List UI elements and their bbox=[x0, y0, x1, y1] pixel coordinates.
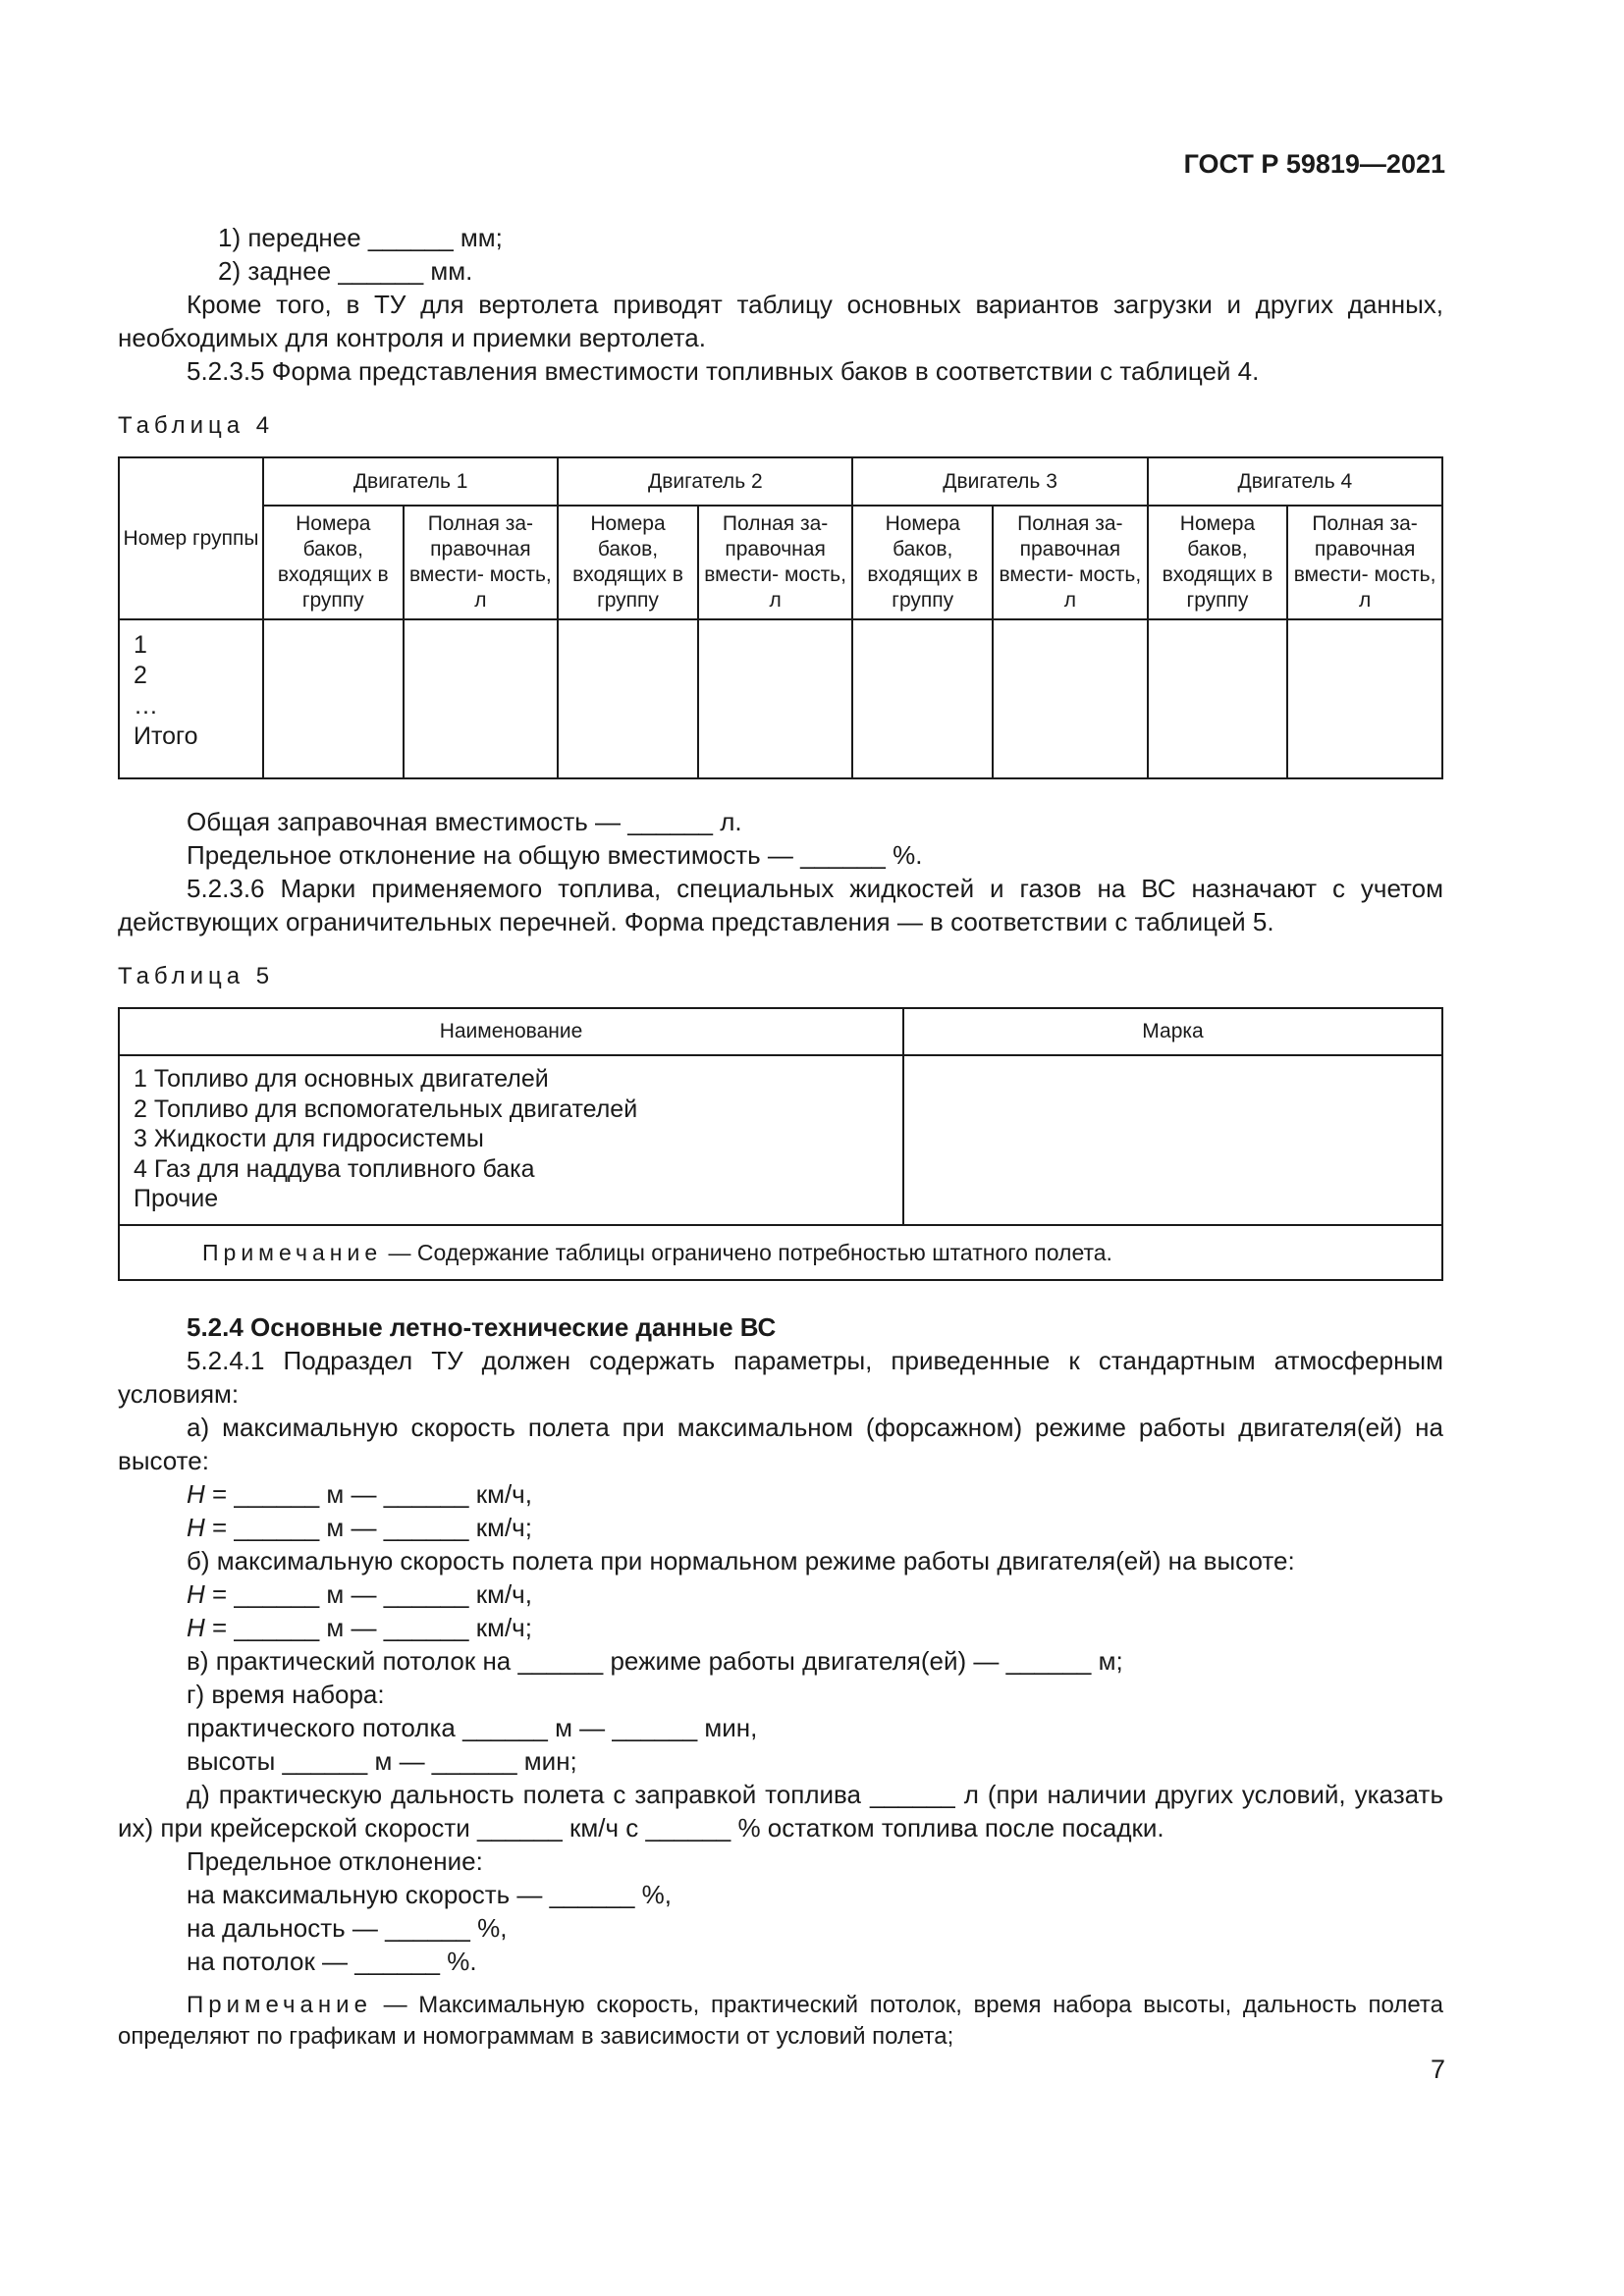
formula-line bbox=[118, 1511, 1443, 1544]
group-cell bbox=[119, 619, 263, 778]
group-row-label: 2 bbox=[134, 662, 147, 689]
empty-cell bbox=[558, 619, 698, 778]
empty-cell bbox=[263, 619, 404, 778]
empty-cell bbox=[698, 619, 853, 778]
h-symbol: H bbox=[187, 1512, 205, 1542]
doc-header: ГОСТ Р 59819—2021 bbox=[1183, 149, 1445, 179]
note-label: Примечание bbox=[187, 1991, 372, 2018]
col-header-capacity: Полная за- правочная вмести- мость, л bbox=[1287, 506, 1442, 619]
empty-cell bbox=[852, 619, 993, 778]
paragraph: на потолок — ______ %. bbox=[187, 1946, 477, 1976]
page-number: 7 bbox=[1430, 2055, 1445, 2084]
paragraph: в) практический потолок на ______ режиме работы двигателя(ей) — ______ м; bbox=[187, 1645, 1123, 1676]
paragraph: высоты ______ м — ______ мин; bbox=[187, 1745, 577, 1776]
paragraph: Кроме того, в ТУ для вертолета приводят таблицу основных вариантов загрузки и других данных, необходимых для контроля и приемки вертолета. bbox=[118, 290, 1443, 352]
h-symbol: H bbox=[187, 1578, 205, 1609]
paragraph: на максимальную скорость — ______ %, bbox=[187, 1879, 672, 1909]
paragraph: д) практическую дальность полета с заправкой топлива ______ л (при наличии других условий, указать их) при крейсерской скорости ______ км/ч с ______ % остатком топлива после посадки. bbox=[118, 1779, 1443, 1842]
paragraph: Предельное отклонение: bbox=[187, 1845, 483, 1876]
group-row-label: 1 bbox=[134, 631, 147, 659]
paragraph: г) время набора: bbox=[187, 1679, 385, 1709]
formula-text: = ______ м — ______ км/ч, bbox=[204, 1578, 532, 1609]
formula-text: = ______ м — ______ км/ч, bbox=[204, 1478, 532, 1509]
empty-cell bbox=[404, 619, 559, 778]
h-symbol: H bbox=[187, 1612, 205, 1642]
page-body bbox=[118, 221, 1443, 2053]
formula-line bbox=[118, 1611, 1443, 1644]
paragraph: Общая заправочная вместимость — ______ л. bbox=[187, 807, 742, 836]
col-header-engine: Двигатель 1 bbox=[263, 457, 558, 506]
col-header-engine: Двигатель 2 bbox=[558, 457, 852, 506]
list-item: 1 Топливо для основных двигателей bbox=[134, 1065, 549, 1093]
group-row-label: … bbox=[134, 692, 158, 720]
empty-cell bbox=[993, 619, 1148, 778]
col-header-capacity: Полная за- правочная вмести- мость, л bbox=[698, 506, 853, 619]
note-text: — Содержание таблицы ограничено потребностью штатного полета. bbox=[382, 1239, 1112, 1265]
col-header-capacity: Полная за- правочная вмести- мость, л bbox=[993, 506, 1148, 619]
paragraph: 5.2.3.5 Форма представления вместимости топливных баков в соответствии с таблицей 4. bbox=[187, 356, 1260, 386]
list-item: 2 Топливо для вспомогательных двигателей bbox=[134, 1095, 638, 1123]
section-heading: 5.2.4 Основные летно-технические данные ВС bbox=[187, 1311, 777, 1342]
col-header-engine: Двигатель 3 bbox=[852, 457, 1147, 506]
note-label: Примечание bbox=[202, 1239, 383, 1265]
paragraph: а) максимальную скорость полета при максимальном (форсажном) режиме работы двигателя(ей) на высоте: bbox=[118, 1412, 1443, 1475]
list-item: 1) переднее ______ мм; bbox=[218, 223, 503, 252]
fuel-tank-table bbox=[118, 456, 1443, 779]
paragraph: 5.2.4.1 Подраздел ТУ должен содержать параметры, приведенные к стандартным атмосферным условиям: bbox=[118, 1345, 1443, 1409]
paragraph: на дальность — ______ %, bbox=[187, 1912, 508, 1943]
list-item: 3 Жидкости для гидросистемы bbox=[134, 1125, 484, 1152]
names-cell bbox=[119, 1055, 903, 1225]
formula-line bbox=[118, 1477, 1443, 1511]
table-note bbox=[119, 1225, 1442, 1280]
formula-text: = ______ м — ______ км/ч; bbox=[204, 1612, 532, 1642]
col-header-group: Номер группы bbox=[119, 457, 263, 619]
paragraph: Предельное отклонение на общую вместимость — ______ %. bbox=[187, 840, 923, 870]
formula-line bbox=[118, 1577, 1443, 1611]
empty-cell bbox=[1148, 619, 1288, 778]
h-symbol: H bbox=[187, 1478, 205, 1509]
list-item: 4 Газ для наддува топливного бака bbox=[134, 1154, 535, 1183]
col-header-tanks: Номера баков, входящих в группу bbox=[852, 506, 993, 619]
col-header-engine: Двигатель 4 bbox=[1148, 457, 1442, 506]
group-row-label: Итого bbox=[134, 722, 198, 750]
col-header-capacity: Полная за- правочная вмести- мость, л bbox=[404, 506, 559, 619]
note-text: — Максимальную скорость, практический потолок, время набора высоты, дальность полета определяют по графикам и номограммам в зависимости от условий полета; bbox=[118, 1991, 1443, 2050]
col-header-tanks: Номера баков, входящих в группу bbox=[1148, 506, 1288, 619]
paragraph: б) максимальную скорость полета при нормальном режиме работы двигателя(ей) на высоте: bbox=[187, 1545, 1295, 1575]
fuel-grade-table bbox=[118, 1007, 1443, 1281]
paragraph: практического потолка ______ м — ______ мин, bbox=[187, 1712, 758, 1742]
list-item: 2) заднее ______ мм. bbox=[218, 256, 473, 286]
table-caption: Таблица 5 bbox=[118, 963, 275, 989]
col-header-tanks: Номера баков, входящих в группу bbox=[263, 506, 404, 619]
formula-text: = ______ м — ______ км/ч; bbox=[204, 1512, 532, 1542]
note-paragraph bbox=[118, 1990, 1443, 2053]
col-header-name: Наименование bbox=[119, 1008, 903, 1055]
empty-cell bbox=[1287, 619, 1442, 778]
table-caption: Таблица 4 bbox=[118, 412, 275, 439]
paragraph: 5.2.3.6 Марки применяемого топлива, специальных жидкостей и газов на ВС назначают с учетом действующих ограничительных перечней. Форма представления — в соответствии с таблицей 5. bbox=[118, 874, 1443, 936]
col-header-tanks: Номера баков, входящих в группу bbox=[558, 506, 698, 619]
list-item: Прочие bbox=[134, 1185, 219, 1212]
empty-cell bbox=[903, 1055, 1442, 1225]
col-header-mark: Марка bbox=[903, 1008, 1442, 1055]
